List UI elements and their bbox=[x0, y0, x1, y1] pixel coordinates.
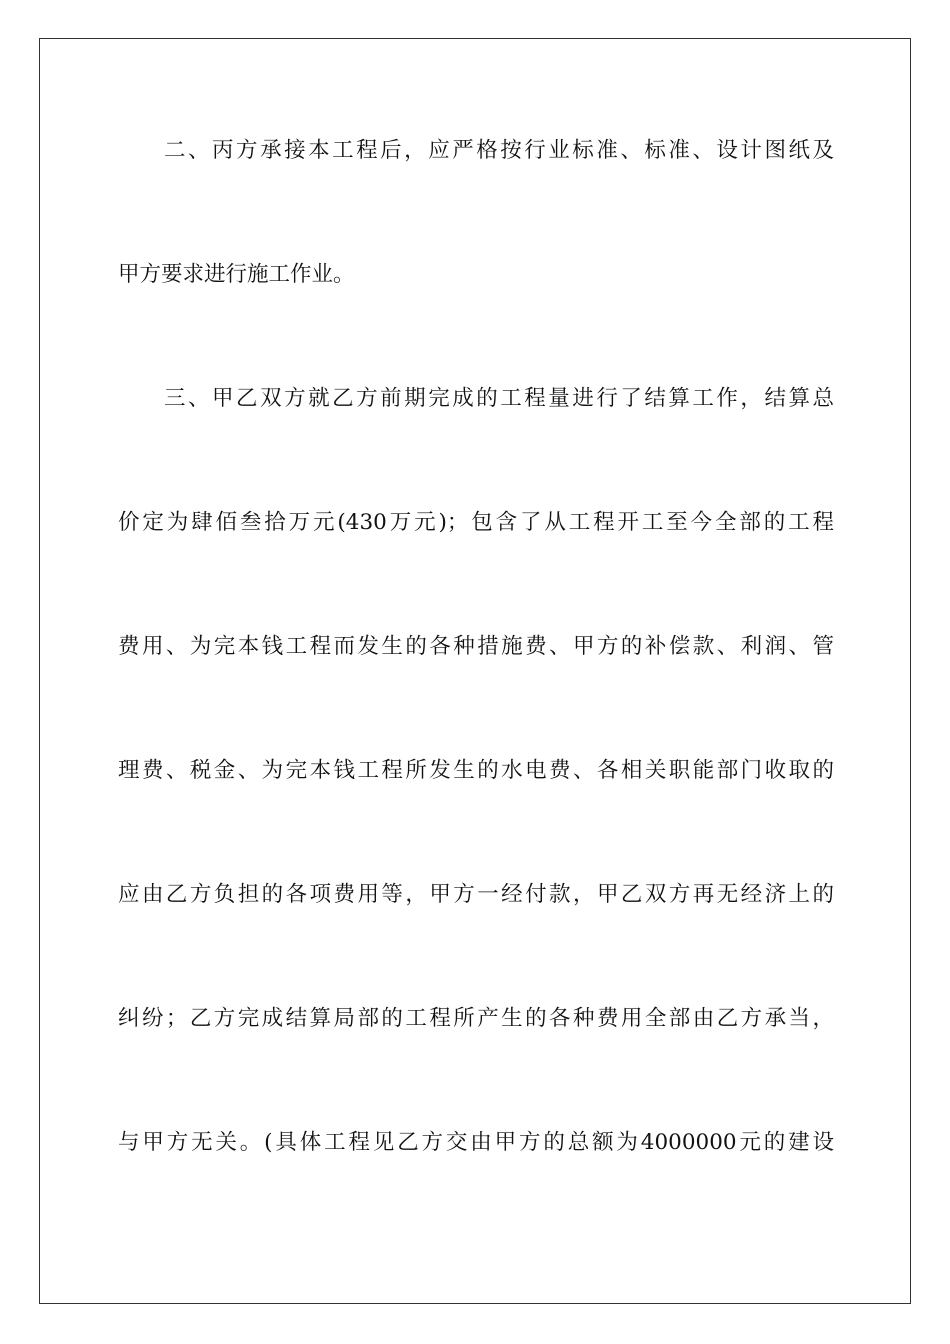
paragraph-3-line-3: 费用、为完本钱工程而发生的各种措施费、甲方的补偿款、利润、管 bbox=[118, 634, 834, 659]
paragraph-3-line-4: 理费、税金、为完本钱工程所发生的水电费、各相关职能部门收取的 bbox=[118, 758, 834, 783]
paragraph-2-line-2: 甲方要求进行施工作业。 bbox=[118, 262, 355, 287]
paragraph-2-line-1: 二、丙方承接本工程后，应严格按行业标准、标准、设计图纸及 bbox=[164, 138, 834, 163]
paragraph-3-line-1: 三、甲乙双方就乙方前期完成的工程量进行了结算工作，结算总 bbox=[164, 386, 834, 411]
paragraph-3-line-2: 价定为肆佰叁拾万元(430万元)；包含了从工程开工至今全部的工程 bbox=[118, 510, 834, 535]
page-border bbox=[39, 38, 911, 1304]
paragraph-3-line-5: 应由乙方负担的各项费用等，甲方一经付款，甲乙双方再无经济上的 bbox=[118, 882, 834, 907]
paragraph-3-line-7: 与甲方无关。(具体工程见乙方交由甲方的总额为4000000元的建设 bbox=[118, 1130, 834, 1155]
paragraph-3-line-6: 纠纷；乙方完成结算局部的工程所产生的各种费用全部由乙方承当， bbox=[118, 1006, 834, 1031]
